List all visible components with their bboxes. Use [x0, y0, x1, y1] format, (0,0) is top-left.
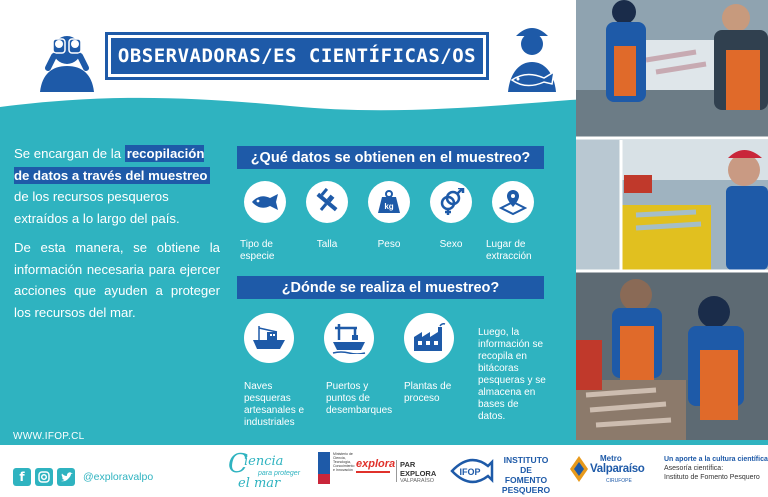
place-item-label: Plantas de proceso [404, 381, 452, 404]
social-links [13, 468, 153, 486]
ifop-fish-emblem [450, 456, 494, 486]
intro-paragraph-1: Se encargan de la recopilación de datos a través del muestreo de los recursos pesqueros extraídos a lo largo del país. [14, 146, 208, 226]
ifop-logo: IFOP INSTITUTO DE FOMENTO PESQUERO [450, 452, 560, 490]
place-section-title: ¿Dónde se realiza el muestreo? [237, 276, 544, 299]
ifop-short-text: IFOP [459, 467, 481, 477]
gender-icon [430, 181, 472, 223]
parexplora-logo: PAR EXPLORA VALPARAÍSO [396, 460, 436, 482]
photo-collage [576, 0, 768, 440]
ifop-link[interactable]: WWW.IFOP.CL [13, 431, 85, 442]
photo-fish-market [576, 0, 768, 138]
chile-flag-blue [318, 452, 330, 474]
twitter-icon[interactable] [57, 468, 75, 486]
weight-kg-text: kg [384, 202, 394, 211]
ministerio-logo: Ministerio de Ciencia, Tecnología, Conocimiento e Innovación [318, 452, 352, 490]
photo-fishery-workers [576, 272, 768, 440]
data-section-title: ¿Qué datos se obtienen en el muestreo? [237, 146, 544, 169]
credits: Un aporte a la cultura científica Asesoría científica: Instituto de Fomento Pesquero [664, 456, 768, 481]
ciencia-logo-c: C [228, 449, 248, 479]
metro-valparaiso-logo: Metro Valparaíso CIRUFOPE [570, 450, 652, 490]
map-pin-icon [492, 181, 534, 223]
data-item-label: Talla [316, 239, 338, 250]
facebook-icon[interactable]: f [13, 468, 31, 486]
ciencia-logo: C iencia para proteger el mar [228, 449, 301, 491]
place-note: Luego, la información se recopila en bitácoras pesqueras y se almacena en bases de datos. [478, 327, 546, 422]
binoculars-observer-icon [36, 22, 98, 92]
social-handle[interactable]: @exploravalpo [83, 471, 154, 483]
intro-text [14, 143, 220, 331]
caliper-icon [306, 181, 348, 223]
data-item-label: Sexo [439, 239, 463, 250]
data-item-label: Peso [377, 239, 401, 250]
explora-logo: explora [356, 458, 390, 482]
explora-underline [356, 471, 390, 473]
instagram-icon[interactable] [35, 468, 53, 486]
photo-fish-sampling [621, 140, 768, 270]
factory-icon [404, 313, 454, 363]
fishing-ship-icon [244, 313, 294, 363]
page-title: OBSERVADORAS/ES CIENTÍFICAS/OS [108, 35, 486, 77]
place-item-label: Puertos y puntos de desembarques [326, 381, 393, 416]
metro-emblem [570, 456, 588, 482]
intro-paragraph-2: De esta manera, se obtiene la información necesaria para ejercer acciones que ayuden a proteger los recursos del mar. [14, 240, 220, 320]
fisherman-holding-fish-icon [504, 22, 560, 92]
intro-highlight: recopilación de datos a través del muestreo [14, 146, 208, 183]
chile-flag-red [318, 474, 330, 484]
fish-icon [244, 181, 286, 223]
port-crane-icon [324, 313, 374, 363]
place-item-label: Naves pesqueras artesanales e industriales [244, 381, 305, 428]
data-item-label: Lugar de extracción [486, 239, 532, 262]
data-item-label: Tipo de especie [240, 239, 275, 262]
weight-kg-icon [368, 181, 410, 223]
